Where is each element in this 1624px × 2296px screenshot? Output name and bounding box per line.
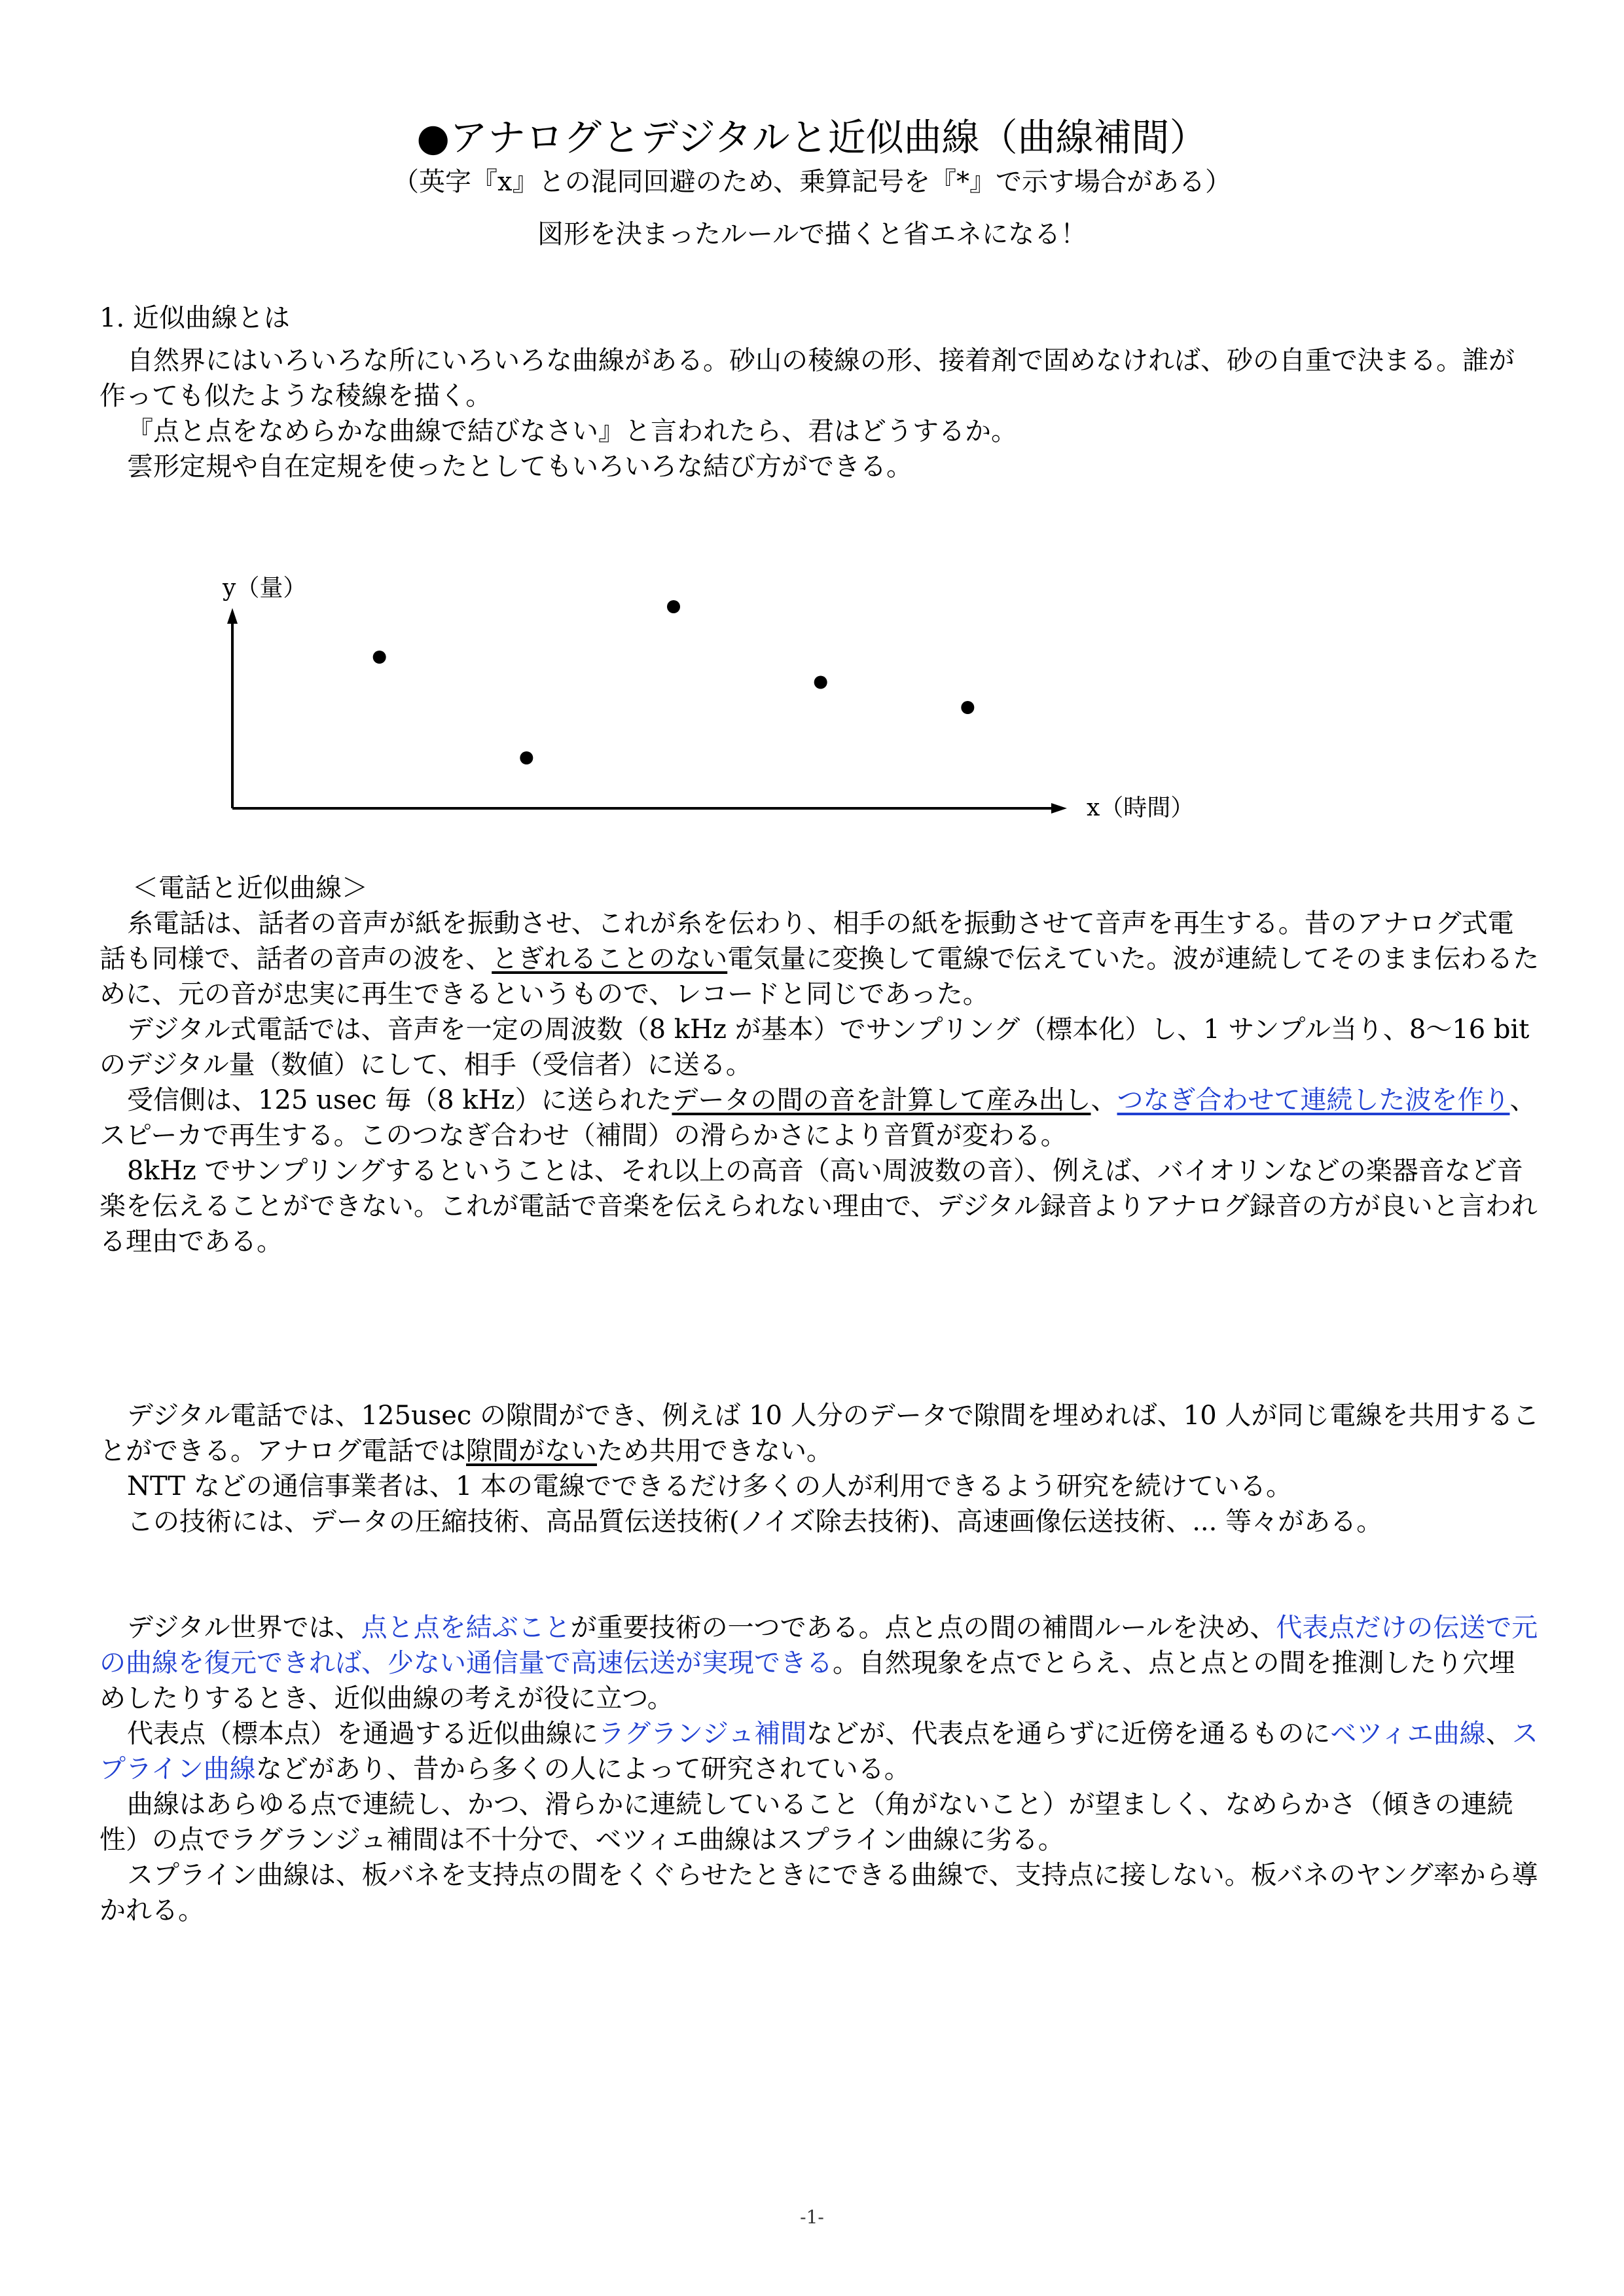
section4-paragraph-1	[99, 1610, 1540, 1716]
text-span: 、スピーカで再生する。このつなぎ合わせ（補間）の滑らかさにより音質が変わる。	[99, 1085, 1536, 1151]
text-span: が重要技術の一つである。点と点の間の補間ルールを決め、	[570, 1613, 1276, 1643]
section4-paragraph-3: 曲線はあらゆる点で連続し、かつ、滑らかに連続していること（角がないこと）が望ましく、なめらかさ（傾きの連続性）の点でラグランジュ補間は不十分で、ベツィエ曲線はスプライン曲線に劣る。	[99, 1789, 1513, 1855]
section1-heading: 1. 近似曲線とは	[99, 303, 290, 333]
data-point-5	[961, 701, 974, 714]
section2-paragraph-1	[99, 906, 1540, 1012]
page-number: -1-	[800, 2206, 824, 2228]
highlighted-phrase: ベツィエ曲線	[1330, 1719, 1486, 1749]
page-tagline: 図形を決まったルールで描くと省エネになる！	[537, 219, 1087, 249]
highlighted-phrase: 点と点を結ぶこと	[361, 1613, 571, 1643]
underlined-phrase: とぎれることのない	[492, 944, 728, 974]
y-axis-label: y（量）	[223, 575, 307, 601]
section3-paragraph-2: NTT などの通信事業者は、1 本の電線でできるだけ多くの人が利用できるよう研究を続けている。	[127, 1471, 1292, 1501]
section4-body	[99, 1610, 1540, 1928]
y-axis-arrow-icon	[227, 608, 238, 624]
underlined-phrase: データの間の音を計算して産み出し	[672, 1085, 1091, 1115]
section1-paragraph-2: 『点と点をなめらかな曲線で結びなさい』と言われたら、君はどうするか。	[127, 416, 1017, 446]
text-span: 電気量に変換して電線で伝えていた。波が連続してそのまま伝わるために、元の音が忠実に再生できるというもので、レコードと同じであった。	[99, 944, 1540, 1009]
highlighted-phrase: つなぎ合わせて連続した波を作り	[1117, 1085, 1510, 1115]
data-point-3	[667, 600, 680, 613]
data-point-2	[520, 751, 533, 764]
text-span: などがあり、昔から多くの人によって研究されている。	[255, 1754, 911, 1784]
page-subtitle: （英字『x』との混同回避のため、乗算記号を『*』で示す場合がある）	[393, 167, 1231, 197]
text-span: 糸電話は、話者の音声が紙を振動させ、これが糸を伝わり、相手の紙を振動させて音声を再生する。昔のアナログ式電話も同様で、話者の音声の波を、	[99, 908, 1514, 974]
section4-paragraph-4: スプライン曲線は、板バネを支持点の間をくぐらせたときにできる曲線で、支持点に接しない。板バネのヤング率から導かれる。	[99, 1860, 1538, 1926]
section2-heading: ＜電話と近似曲線＞	[132, 873, 368, 903]
highlighted-phrase: ラグランジュ補間	[598, 1719, 807, 1749]
page-title: ●アナログとデジタルと近似曲線（曲線補間）	[416, 115, 1208, 160]
text-span: 。自然現象を点でとらえ、点と点との間を推測したり穴埋めしたりするとき、近似曲線の考えが役に立つ。	[99, 1648, 1515, 1713]
text-span: 、	[1091, 1085, 1117, 1115]
section3-body	[99, 1398, 1540, 1539]
data-point-4	[814, 676, 827, 689]
section2-body	[99, 870, 1540, 1259]
x-axis-label: x（時間）	[1087, 795, 1195, 821]
underlined-phrase: 隙間がない	[466, 1436, 597, 1466]
text-span: 代表点（標本点）を通過する近似曲線に	[127, 1719, 598, 1749]
section3-paragraph-1	[99, 1398, 1540, 1469]
section2-paragraph-3	[99, 1083, 1540, 1153]
section1-paragraph-1: 自然界にはいろいろな所にいろいろな曲線がある。砂山の稜線の形、接着剤で固めなければ、砂の自重で決まる。誰が作っても似たような稜線を描く。	[99, 346, 1515, 411]
section2-paragraph-2: デジタル式電話では、音声を一定の周波数（8 kHz が基本）でサンプリング（標本化）し、1 サンプル当り、8～16 bit のデジタル量（数値）にして、相手（受信者）に送る。	[99, 1014, 1530, 1080]
highlighted-phrase: スプライン曲線	[99, 1719, 1538, 1784]
x-axis-arrow-icon	[1051, 803, 1067, 814]
section1-paragraph-3: 雲形定規や自在定規を使ったとしてもいろいろな結び方ができる。	[127, 452, 912, 482]
highlighted-phrase: 代表点だけの伝送で元の曲線を復元できれば、少ない通信量で高速伝送が実現できる	[99, 1613, 1538, 1678]
text-span: デジタル世界では、	[127, 1613, 361, 1643]
text-span: デジタル電話では、125usec の隙間ができ、例えば 10 人分のデータで隙間を埋めれば、10 人が同じ電線を共用することができる。アナログ電話では	[99, 1401, 1540, 1466]
text-span: ため共用できない。	[597, 1436, 833, 1466]
section3-paragraph-3: この技術には、データの圧縮技術、高品質伝送技術(ノイズ除去技術)、高速画像伝送技術、... 等々がある。	[127, 1507, 1383, 1537]
section4-paragraph-2	[99, 1716, 1540, 1787]
text-span: などが、代表点を通らずに近傍を通るものに	[806, 1719, 1331, 1749]
section2-paragraph-4: 8kHz でサンプリングするということは、それ以上の高音（高い周波数の音）、例えば、バイオリンなどの楽器音など音楽を伝えることができない。これが電話で音楽を伝えられない理由で、デジタル録音よりアナログ録音の方が良いと言われる理由である。	[99, 1156, 1538, 1257]
data-point-1	[373, 651, 386, 664]
text-span: 、	[1485, 1719, 1512, 1749]
text-span: 受信側は、125 usec 毎（8 kHz）に送られた	[127, 1085, 672, 1115]
